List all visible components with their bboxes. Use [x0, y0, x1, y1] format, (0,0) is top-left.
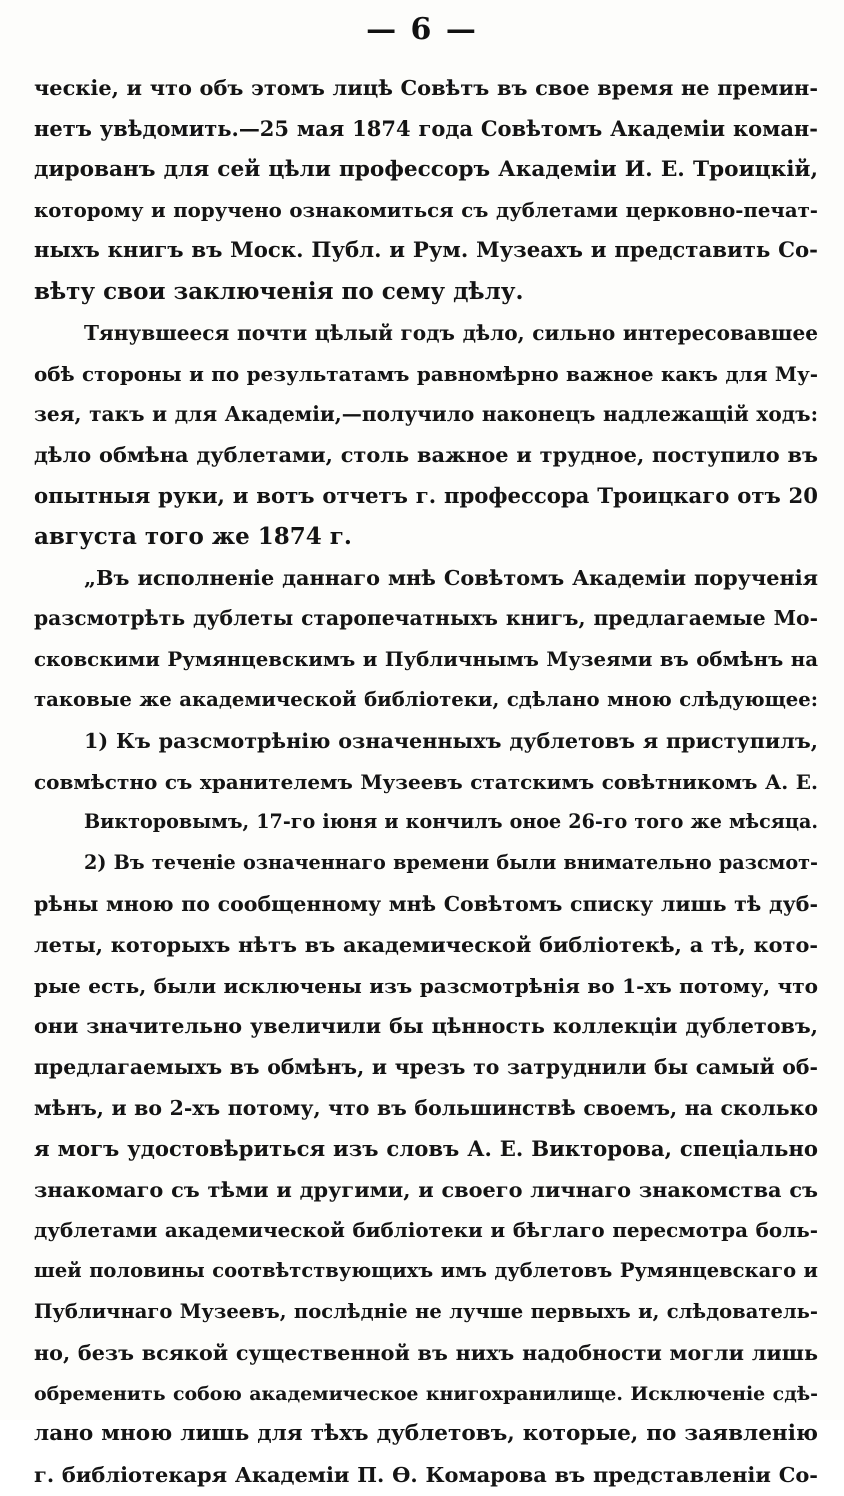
text-line: рые есть, были исключены изъ разсмотрѣнія во 1-хъ потому, что — [34, 973, 818, 998]
text-line: дированъ для сей цѣли профессоръ Академіи И. Е. Троицкій, — [34, 156, 818, 182]
text-line: разсмотрѣть дублеты старопечатныхъ книгъ, предлагаемые Мо- — [34, 606, 818, 631]
text-line: августа того же 1874 г. — [34, 522, 352, 550]
text-line: которому и поручено ознакомиться съ дублетами церковно-печат- — [34, 198, 818, 223]
page-number: — 6 — — [366, 12, 478, 47]
text-line: сковскими Румянцевскимъ и Публичнымъ Музеями въ обмѣнъ на — [34, 647, 818, 672]
text-line: Викторовымъ, 17-го іюня и кончилъ оное 26-го того же мѣсяца. — [84, 810, 818, 834]
text-line: ческіе, и что объ этомъ лицѣ Совѣтъ въ свое время не премин- — [34, 75, 818, 100]
text-line: вѣту свои заключенія по сему дѣлу. — [34, 277, 524, 305]
text-line: рѣны мною по сообщенному мнѣ Совѣтомъ списку лишь тѣ дуб- — [34, 891, 818, 916]
text-line: таковые же академической библіотеки, сдѣлано мною слѣдующее: — [34, 687, 818, 711]
text-line: обременить собою академическое книгохранилище. Исключеніе сдѣ- — [34, 1382, 818, 1405]
text-line: нетъ увѣдомить.—25 мая 1874 года Совѣтомъ Академіи коман- — [34, 115, 818, 141]
text-line: я могъ удостовѣриться изъ словъ А. Е. Викторова, спеціально — [34, 1135, 818, 1161]
text-line: шей половины соотвѣтствующихъ имъ дублетовъ Румянцевскаго и — [34, 1259, 818, 1283]
text-line: г. библіотекаря Академіи П. Ѳ. Комарова въ представленіи Со- — [34, 1462, 818, 1488]
text-line: они значительно увеличили бы цѣнность коллекціи дублетовъ, — [34, 1014, 818, 1039]
text-line: лано мною лишь для тѣхъ дублетовъ, которые, по заявленію — [34, 1421, 818, 1447]
text-line: знакомаго съ тѣми и другими, и своего личнаго знакомства съ — [34, 1176, 818, 1202]
text-line: дублетами академической библіотеки и бѣглаго пересмотра боль- — [34, 1218, 818, 1243]
text-line: Тянувшееся почти цѣлый годъ дѣло, сильно интересовавшее — [84, 320, 818, 345]
text-line: предлагаемыхъ въ обмѣнъ, и чрезъ то затруднили бы самый об- — [34, 1055, 818, 1080]
text-line: 1) Къ разсмотрѣнію означенныхъ дублетовъ я приступилъ, — [84, 728, 818, 753]
text-line: опытныя руки, и вотъ отчетъ г. профессора Троицкаго отъ 20 — [34, 482, 818, 508]
text-line: леты, которыхъ нѣтъ въ академической библіотекѣ, а тѣ, кото- — [34, 931, 818, 957]
text-line: но, безъ всякой существенной въ нихъ надобности могли лишь — [34, 1340, 818, 1365]
text-line: ныхъ книгъ въ Моск. Публ. и Рум. Музеахъ и представить Со- — [34, 238, 818, 264]
body-text — [34, 68, 818, 1496]
text-line: совмѣстно съ хранителемъ Музеевъ статскимъ совѣтникомъ А. Е. — [34, 769, 818, 794]
text-line: обѣ стороны и по результатамъ равномѣрно важное какъ для Му- — [34, 361, 818, 386]
text-line: дѣло обмѣна дублетами, столь важное и трудное, поступило въ — [34, 442, 818, 468]
text-line: 2) Въ теченіе означеннаго времени были внимательно разсмот- — [84, 851, 818, 875]
text-line: мѣнъ, и во 2-хъ потому, что въ большинствѣ своемъ, на сколько — [34, 1095, 818, 1120]
text-line: „Въ исполненіе даннаго мнѣ Совѣтомъ Академіи порученія — [84, 564, 818, 590]
text-line: зея, такъ и для Академіи,—получило наконецъ надлежащій ходъ: — [34, 402, 818, 427]
text-line: Публичнаго Музеевъ, послѣдніе не лучше первыхъ и, слѣдователь- — [34, 1299, 818, 1323]
